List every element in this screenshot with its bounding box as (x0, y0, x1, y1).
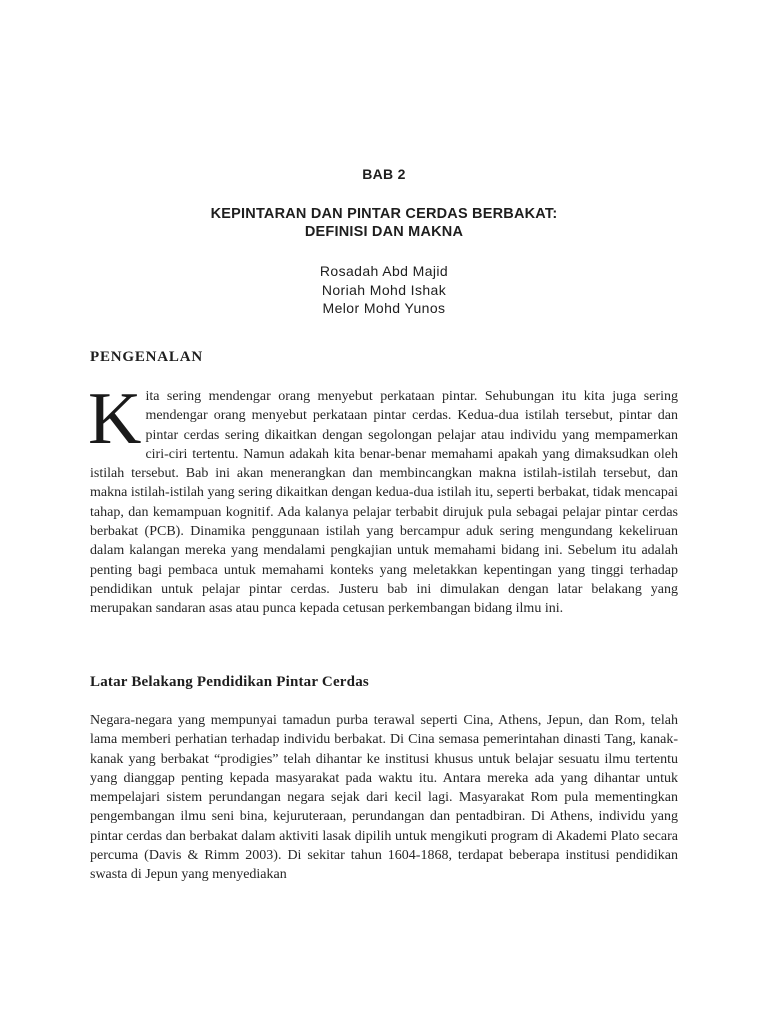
author-name: Rosadah Abd Majid (319, 263, 449, 279)
author-name: Melor Mohd Yunos (322, 300, 446, 316)
author-list (90, 262, 678, 318)
chapter-label: BAB 2 (362, 166, 406, 182)
drop-cap: K (88, 378, 142, 460)
author-name: Noriah Mohd Ishak (321, 281, 447, 298)
chapter-title-line-1: KEPINTARAN DAN PINTAR CERDAS BERBAKAT: (210, 206, 558, 222)
intro-paragraph-text: ita sering mendengar orang menyebut perkataan pintar. Sehubungan itu kita juga sering mendengar orang menyebut perkataan pintar cerdas. Kedua-dua istilah tersebut, pintar dan pintar cerdas sering dikaitkan dengan segolongan pelajar atau individu yang mempamerkan ciri-ciri tertentu. Namun adakah kita benar-benar memahami apakah yang dimaksudkan oleh istilah tersebut. Bab ini akan menerangkan dan membincangkan makna istilah-istilah tersebut, dan makna istilah-istilah yang sering dikaitkan dengan kedua-dua istilah itu, seperti berbakat, tidak mencapai tahap, dan kemampuan kognitif. Ada kalanya pelajar terbabit dirujuk pula sebagai pelajar pintar cerdas berbakat (PCB). Dinamika penggunaan istilah yang bercampur aduk sering mengundang kekeliruan dalam kalangan mereka yang mendalami pengkajian untuk memahami bidang ini. Sebelum itu adalah penting bagi pembaca untuk memahami konteks yang meletakkan kepentingan yang tinggi terhadap pendidikan untuk pelajar pintar cerdas. Justeru bab ini dimulakan dengan latar belakang yang merupakan sandaran asas atau punca kepada cetusan perkembangan bidang ilmu ini. (90, 389, 678, 617)
intro-paragraph (88, 378, 678, 619)
chapter-title (90, 205, 678, 241)
chapter-title-line-2: DEFINISI DAN MAKNA (304, 224, 464, 240)
latar-belakang-paragraph: Negara-negara yang mempunyai tamadun purba terawal seperti Cina, Athens, Jepun, dan Rom, telah lama memberi perhatian terhadap individu berbakat. Di Cina semasa pemerintahan dinasti Tang, kanak-kanak yang berbakat “prodigies” telah dihantar ke institusi khusus untuk belajar sesuatu ilmu tertentu yang dianggap penting kepada masyarakat pada waktu itu. Antara mereka ada yang dihantar untuk mempelajari sistem perundangan negara sejak dari kecil lagi. Masyarakat Rom pula mementingkan pengembangan ilmu seni bina, kejuruteraan, perundangan dan pentadbiran. Di Athens, individu yang pintar cerdas dan berbakat dalam aktiviti lasak dipilih untuk mengikuti program di Akademi Plato secara percuma (Davis & Rimm 2003). Di sekitar tahun 1604-1868, terdapat beberapa institusi pendidikan swasta di Jepun yang menyediakan (90, 713, 678, 883)
section-heading-intro: PENGENALAN (90, 349, 204, 365)
section-heading-latar-belakang: Latar Belakang Pendidikan Pintar Cerdas (90, 674, 369, 690)
